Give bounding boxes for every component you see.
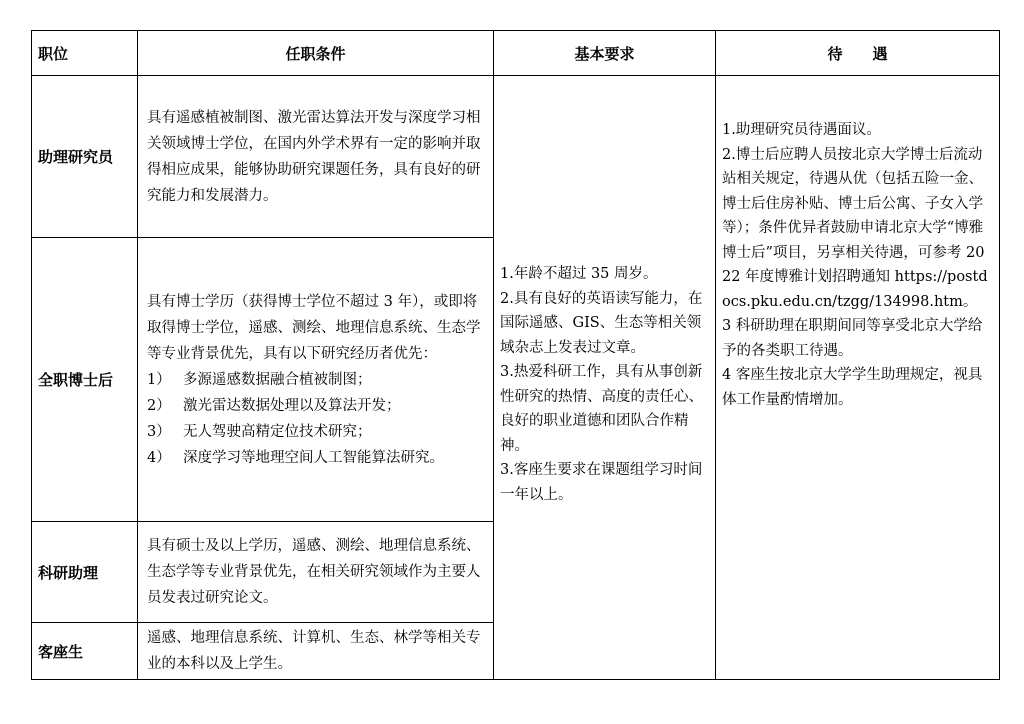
benefits-cell (716, 76, 1000, 680)
list-item (147, 419, 483, 445)
position-cell: 全职博士后 (32, 238, 138, 522)
list-item-text: 无人驾驶高精定位技术研究； (183, 423, 372, 440)
positions-table (31, 30, 1000, 680)
header-conditions: 任职条件 (138, 31, 494, 76)
list-item-number: 1） (147, 371, 171, 388)
list-item-number: 2） (147, 397, 171, 414)
benefit-item: 4 客座生按北京大学学生助理规定，视具体工作量酌情增加。 (722, 367, 983, 408)
conditions-text: 具有博士学历（获得博士学位不超过 3 年），或即将取得博士学位，遥感、测绘、地理信息系统、生态学等专业背景优先，具有以下研究经历者优先： (147, 293, 481, 362)
header-requirements: 基本要求 (494, 31, 716, 76)
requirement-item: 1.年龄不超过 35 周岁。 (500, 266, 658, 282)
requirement-item: 3.热爱科研工作，具有从事创新性研究的热情、高度的责任心、良好的职业道德和团队合作精神。 (500, 364, 703, 454)
table-row (32, 76, 1000, 238)
list-item-number: 3） (147, 423, 171, 440)
header-benefits: 待 遇 (716, 31, 1000, 76)
benefit-item: 1.助理研究员待遇面议。 (722, 122, 881, 138)
requirement-item: 3.客座生要求在课题组学习时间一年以上。 (500, 462, 703, 503)
list-item (147, 393, 483, 419)
header-position: 职位 (32, 31, 138, 76)
list-item-number: 4） (147, 449, 171, 466)
conditions-text: 遥感、地理信息系统、计算机、生态、林学等相关专业的本科以及上学生。 (147, 630, 481, 672)
requirement-item: 2.具有良好的英语读写能力，在国际遥感、GIS、生态等相关领域杂志上发表过文章。 (500, 290, 703, 356)
list-item-text: 激光雷达数据处理以及算法开发； (183, 397, 401, 414)
conditions-text: 具有硕士及以上学历，遥感、测绘、地理信息系统、生态学等专业背景优先，在相关研究领域作为主要人员发表过研究论文。 (147, 538, 481, 606)
conditions-cell (138, 238, 494, 522)
list-item-text: 多源遥感数据融合植被制图； (183, 371, 372, 388)
benefit-item: 2.博士后应聘人员按北京大学博士后流动站相关规定，待遇从优（包括五险一金、博士后住房补贴、博士后公寓、子女入学等）；条件优异者鼓励申请北京大学“博雅博士后”项目，另享相关待遇，可参考 2022 年度博雅计划招聘通知 https://postdocs.pku.edu.cn/tzgg/134998.htm。 (722, 146, 988, 310)
header-row (32, 31, 1000, 76)
conditions-cell (138, 76, 494, 238)
requirements-cell (494, 76, 716, 680)
list-item (147, 367, 483, 393)
benefit-item: 3 科研助理在职期间同等享受北京大学给予的各类职工待遇。 (722, 318, 983, 359)
list-item-text: 深度学习等地理空间人工智能算法研究。 (183, 449, 444, 466)
position-cell: 科研助理 (32, 522, 138, 623)
position-cell: 客座生 (32, 623, 138, 680)
list-item (147, 445, 483, 471)
conditions-cell (138, 623, 494, 680)
conditions-text: 具有遥感植被制图、激光雷达算法开发与深度学习相关领域博士学位，在国内外学术界有一定的影响并取得相应成果，能够协助研究课题任务，具有良好的研究能力和发展潜力。 (147, 109, 481, 204)
conditions-cell (138, 522, 494, 623)
position-cell: 助理研究员 (32, 76, 138, 238)
